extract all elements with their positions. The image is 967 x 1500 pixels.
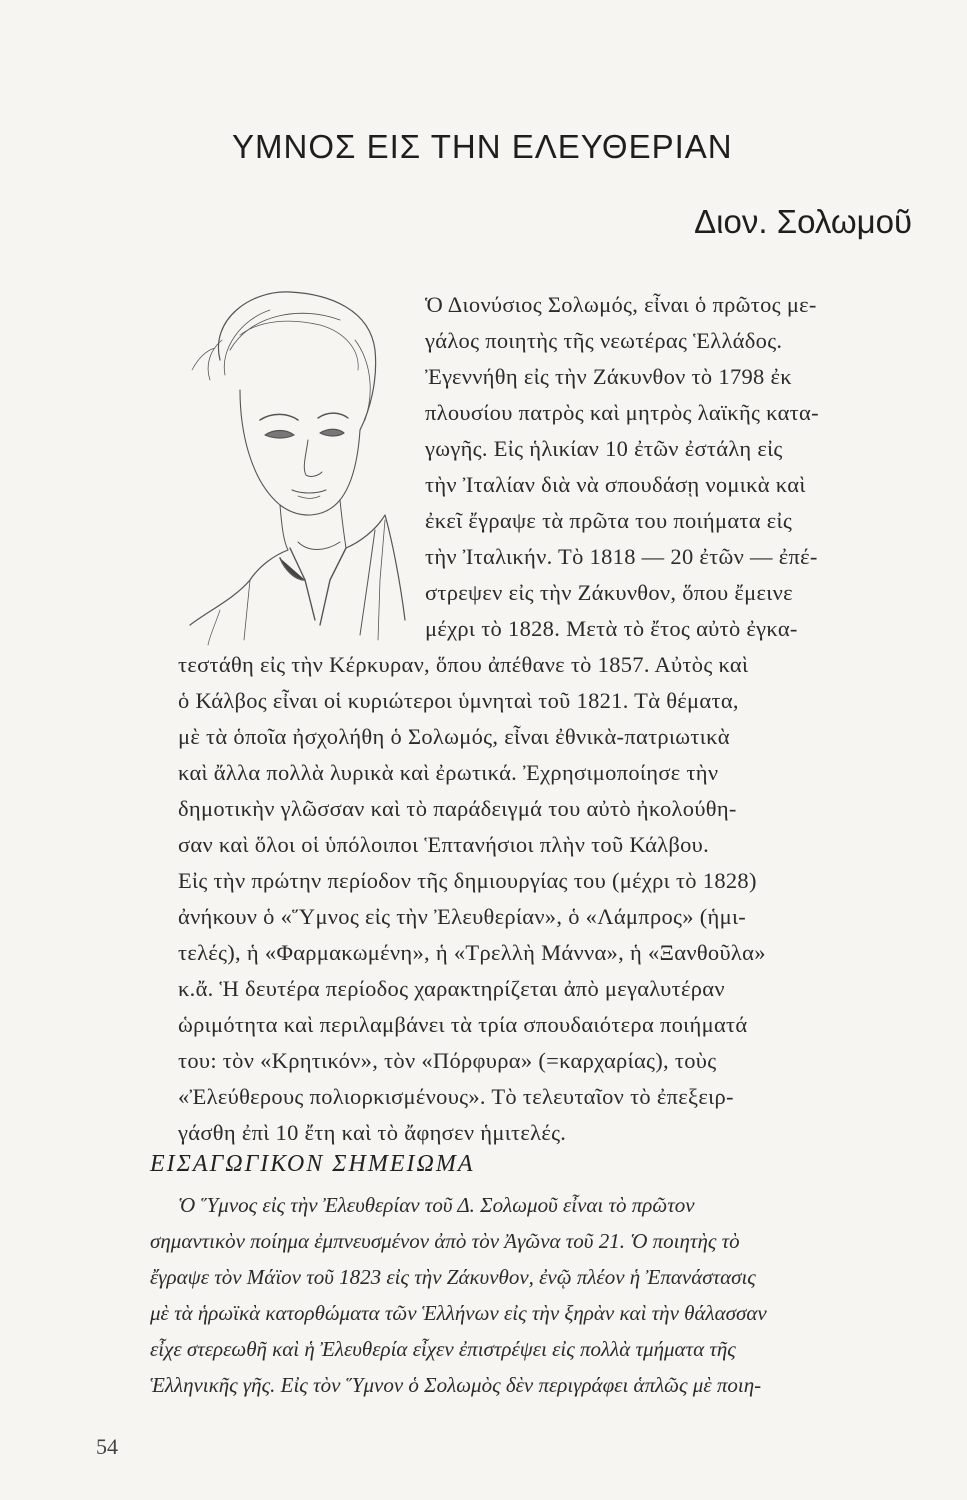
- text-line: κ.ἄ. Ἡ δευτέρα περίοδος χαρακτηρίζεται ἀπὸ μεγαλυτέραν: [178, 976, 725, 1001]
- text-line: σημαντικὸν ποίημα ἐμπνευσμένον ἀπὸ τὸν Ἀγῶνα τοῦ 21. Ὁ ποιητὴς τὸ: [150, 1229, 740, 1253]
- text-line: δημοτικὴν γλῶσσαν καὶ τὸ παράδειγμά του αὐτὸ ἠκολούθη-: [178, 796, 737, 821]
- text-line: Ὁ Ὕμνος εἰς τὴν Ἐλευθερίαν τοῦ Δ. Σολωμοῦ εἶναι τὸ πρῶτον: [178, 1193, 695, 1217]
- text-line: τελές), ἡ «Φαρμακωμένη», ἡ «Τρελλὴ Μάννα», ἡ «Ξανθοῦλα»: [178, 940, 766, 965]
- text-line: γάλος ποιητὴς τῆς νεωτέρας Ἑλλάδος.: [425, 328, 783, 353]
- text-line: του: τὸν «Κρητικόν», τὸν «Πόρφυρα» (=καρχαρίας), τοὺς: [178, 1048, 717, 1073]
- text-line: ἀνήκουν ὁ «Ὕμνος εἰς τὴν Ἐλευθερίαν», ὁ «Λάμπρος» (ἡμι-: [178, 904, 747, 929]
- text-line: σαν καὶ ὅλοι οἱ ὑπόλοιποι Ἑπτανήσιοι πλὴν τοῦ Κάλβου.: [178, 832, 710, 857]
- text-line: ἐκεῖ ἔγραψε τὰ πρῶτα του ποιήματα εἰς: [425, 508, 793, 533]
- text-line: πλουσίου πατρὸς καὶ μητρὸς λαϊκῆς κατα-: [425, 400, 819, 425]
- text-line: Ὁ Διονύσιος Σολωμός, εἶναι ὁ πρῶτος με-: [425, 292, 817, 317]
- text-line: τὴν Ἰταλικήν. Τὸ 1818 — 20 ἐτῶν — ἐπέ-: [425, 544, 818, 569]
- text-line: καὶ ἄλλα πολλὰ λυρικὰ καὶ ἐρωτικά. Ἐχρησιμοποίησε τὴν: [178, 760, 719, 785]
- text-line: «Ἐλεύθερους πολιορκισμένους». Τὸ τελευταῖον τὸ ἐπεξειρ-: [178, 1084, 734, 1109]
- text-line: τὴν Ἰταλίαν διὰ νὰ σπουδάσῃ νομικὰ καὶ: [425, 472, 806, 497]
- text-line: τεστάθη εἰς τὴν Κέρκυραν, ὅπου ἀπέθανε τὸ 1857. Αὐτὸς καὶ: [178, 652, 749, 677]
- portrait-sketch: [180, 280, 415, 650]
- text-line: Εἰς τὴν πρώτην περίοδον τῆς δημιουργίας του (μέχρι τὸ 1828): [178, 868, 757, 893]
- text-line: γωγῆς. Εἰς ἡλικίαν 10 ἐτῶν ἐστάλη εἰς: [425, 436, 783, 461]
- text-line: ὡριμότητα καὶ περιλαμβάνει τὰ τρία σπουδαιότερα ποιήματά: [178, 1012, 748, 1037]
- section-heading: ΕΙΣΑΓΩΓΙΚΟΝ ΣΗΜΕΙΩΜΑ: [150, 1151, 475, 1177]
- text-line: Ἐγεννήθη εἰς τὴν Ζάκυνθον τὸ 1798 ἐκ: [425, 364, 792, 389]
- text-line: στρεψεν εἰς τὴν Ζάκυνθον, ὅπου ἔμεινε: [425, 580, 793, 605]
- text-line: μέχρι τὸ 1828. Μετὰ τὸ ἔτος αὐτὸ ἐγκα-: [425, 616, 798, 641]
- page-number: 54: [96, 1434, 118, 1459]
- text-line: Ἑλληνικῆς γῆς. Εἰς τὸν Ὕμνον ὁ Σολωμὸς δὲν περιγράφει ἁπλῶς μὲ ποιη-: [150, 1373, 762, 1397]
- page-title: ΥΜΝΟΣ ΕΙΣ ΤΗΝ ΕΛΕΥΘΕΡΙΑΝ: [232, 128, 733, 165]
- text-line: ὁ Κάλβος εἶναι οἱ κυριώτεροι ὑμνηταὶ τοῦ 1821. Τὰ θέματα,: [178, 688, 739, 713]
- text-line: ἔγραψε τὸν Μάϊον τοῦ 1823 εἰς τὴν Ζάκυνθον, ἐνῷ πλέον ἡ Ἐπανάστασις: [150, 1265, 756, 1289]
- text-line: γάσθη ἐπὶ 10 ἔτη καὶ τὸ ἄφησεν ἡμιτελές.: [178, 1120, 567, 1145]
- text-line: εἶχε στερεωθῆ καὶ ἡ Ἐλευθερία εἶχεν ἐπιστρέψει εἰς πολλὰ τμήματα τῆς: [150, 1337, 736, 1361]
- text-line: μὲ τὰ ἡρωϊκὰ κατορθώματα τῶν Ἑλλήνων εἰς τὴν ξηρὰν καὶ τὴν θάλασσαν: [150, 1301, 767, 1325]
- text-line: μὲ τὰ ὁποῖα ἠσχολήθη ὁ Σολωμός, εἶναι ἐθνικὰ-πατριωτικὰ: [178, 724, 730, 749]
- author-name: Διον. Σολωμοῦ: [694, 203, 912, 240]
